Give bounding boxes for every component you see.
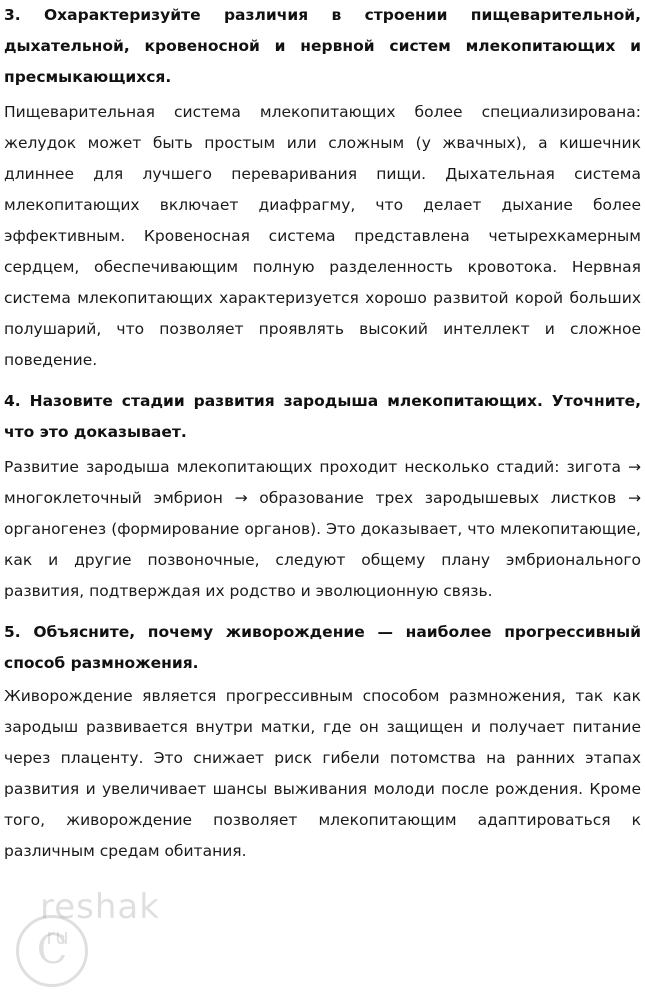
question-heading-5: 5. Объясните, почему живорождение — наиболее прогрессивный способ размножения. bbox=[4, 623, 641, 672]
question-heading-3: 3. Охарактеризуйте различия в строении пищеварительной, дыхательной, кровеносной и нервной систем млекопитающих и пресмыкающихся. bbox=[4, 6, 641, 86]
question-heading-4: 4. Назовите стадии развития зародыша млекопитающих. Уточните, что это доказывает. bbox=[4, 392, 641, 441]
question-block-3 bbox=[4, 0, 641, 376]
question-answer-3: Пищеварительная система млекопитающих более специализирована: желудок может быть простым или сложным (у жвачных), а кишечник длиннее для лучшего переваривания пищи. Дыхательная система млекопитающих включает диафрагму, что делает дыхание более эффективным. Кровеносная система представлена четырехкамерным сердцем, обеспечивающим полную разделенность кровотока. Нервная система млекопитающих характеризуется хорошо развитой корой больших полушарий, что позволяет проявлять высокий интеллект и сложное поведение. bbox=[4, 103, 641, 369]
question-block-5 bbox=[4, 617, 641, 867]
question-answer-5: Живорождение является прогрессивным способом размножения, так как зародыш развивается внутри матки, где он защищен и получает питание через плаценту. Это снижает риск гибели потомства на ранних этапах развития и увеличивает шансы выживания молоди после рождения. Кроме того, живорождение позволяет млекопитающим адаптироваться к различным средам обитания. bbox=[4, 687, 641, 860]
copyright-icon bbox=[16, 915, 88, 987]
watermark-subtext: ru bbox=[46, 925, 69, 950]
watermark bbox=[16, 863, 246, 993]
question-answer-4: Развитие зародыша млекопитающих проходит несколько стадий: зигота → многоклеточный эмбрион → образование трех зародышевых листков → органогенез (формирование органов). Это доказывает, что млекопитающие, как и другие позвоночные, следуют общему плану эмбрионального развития, подтверждая их родство и эволюционную связь. bbox=[4, 458, 641, 600]
question-block-4 bbox=[4, 386, 641, 607]
watermark-text: reshak bbox=[40, 887, 160, 927]
